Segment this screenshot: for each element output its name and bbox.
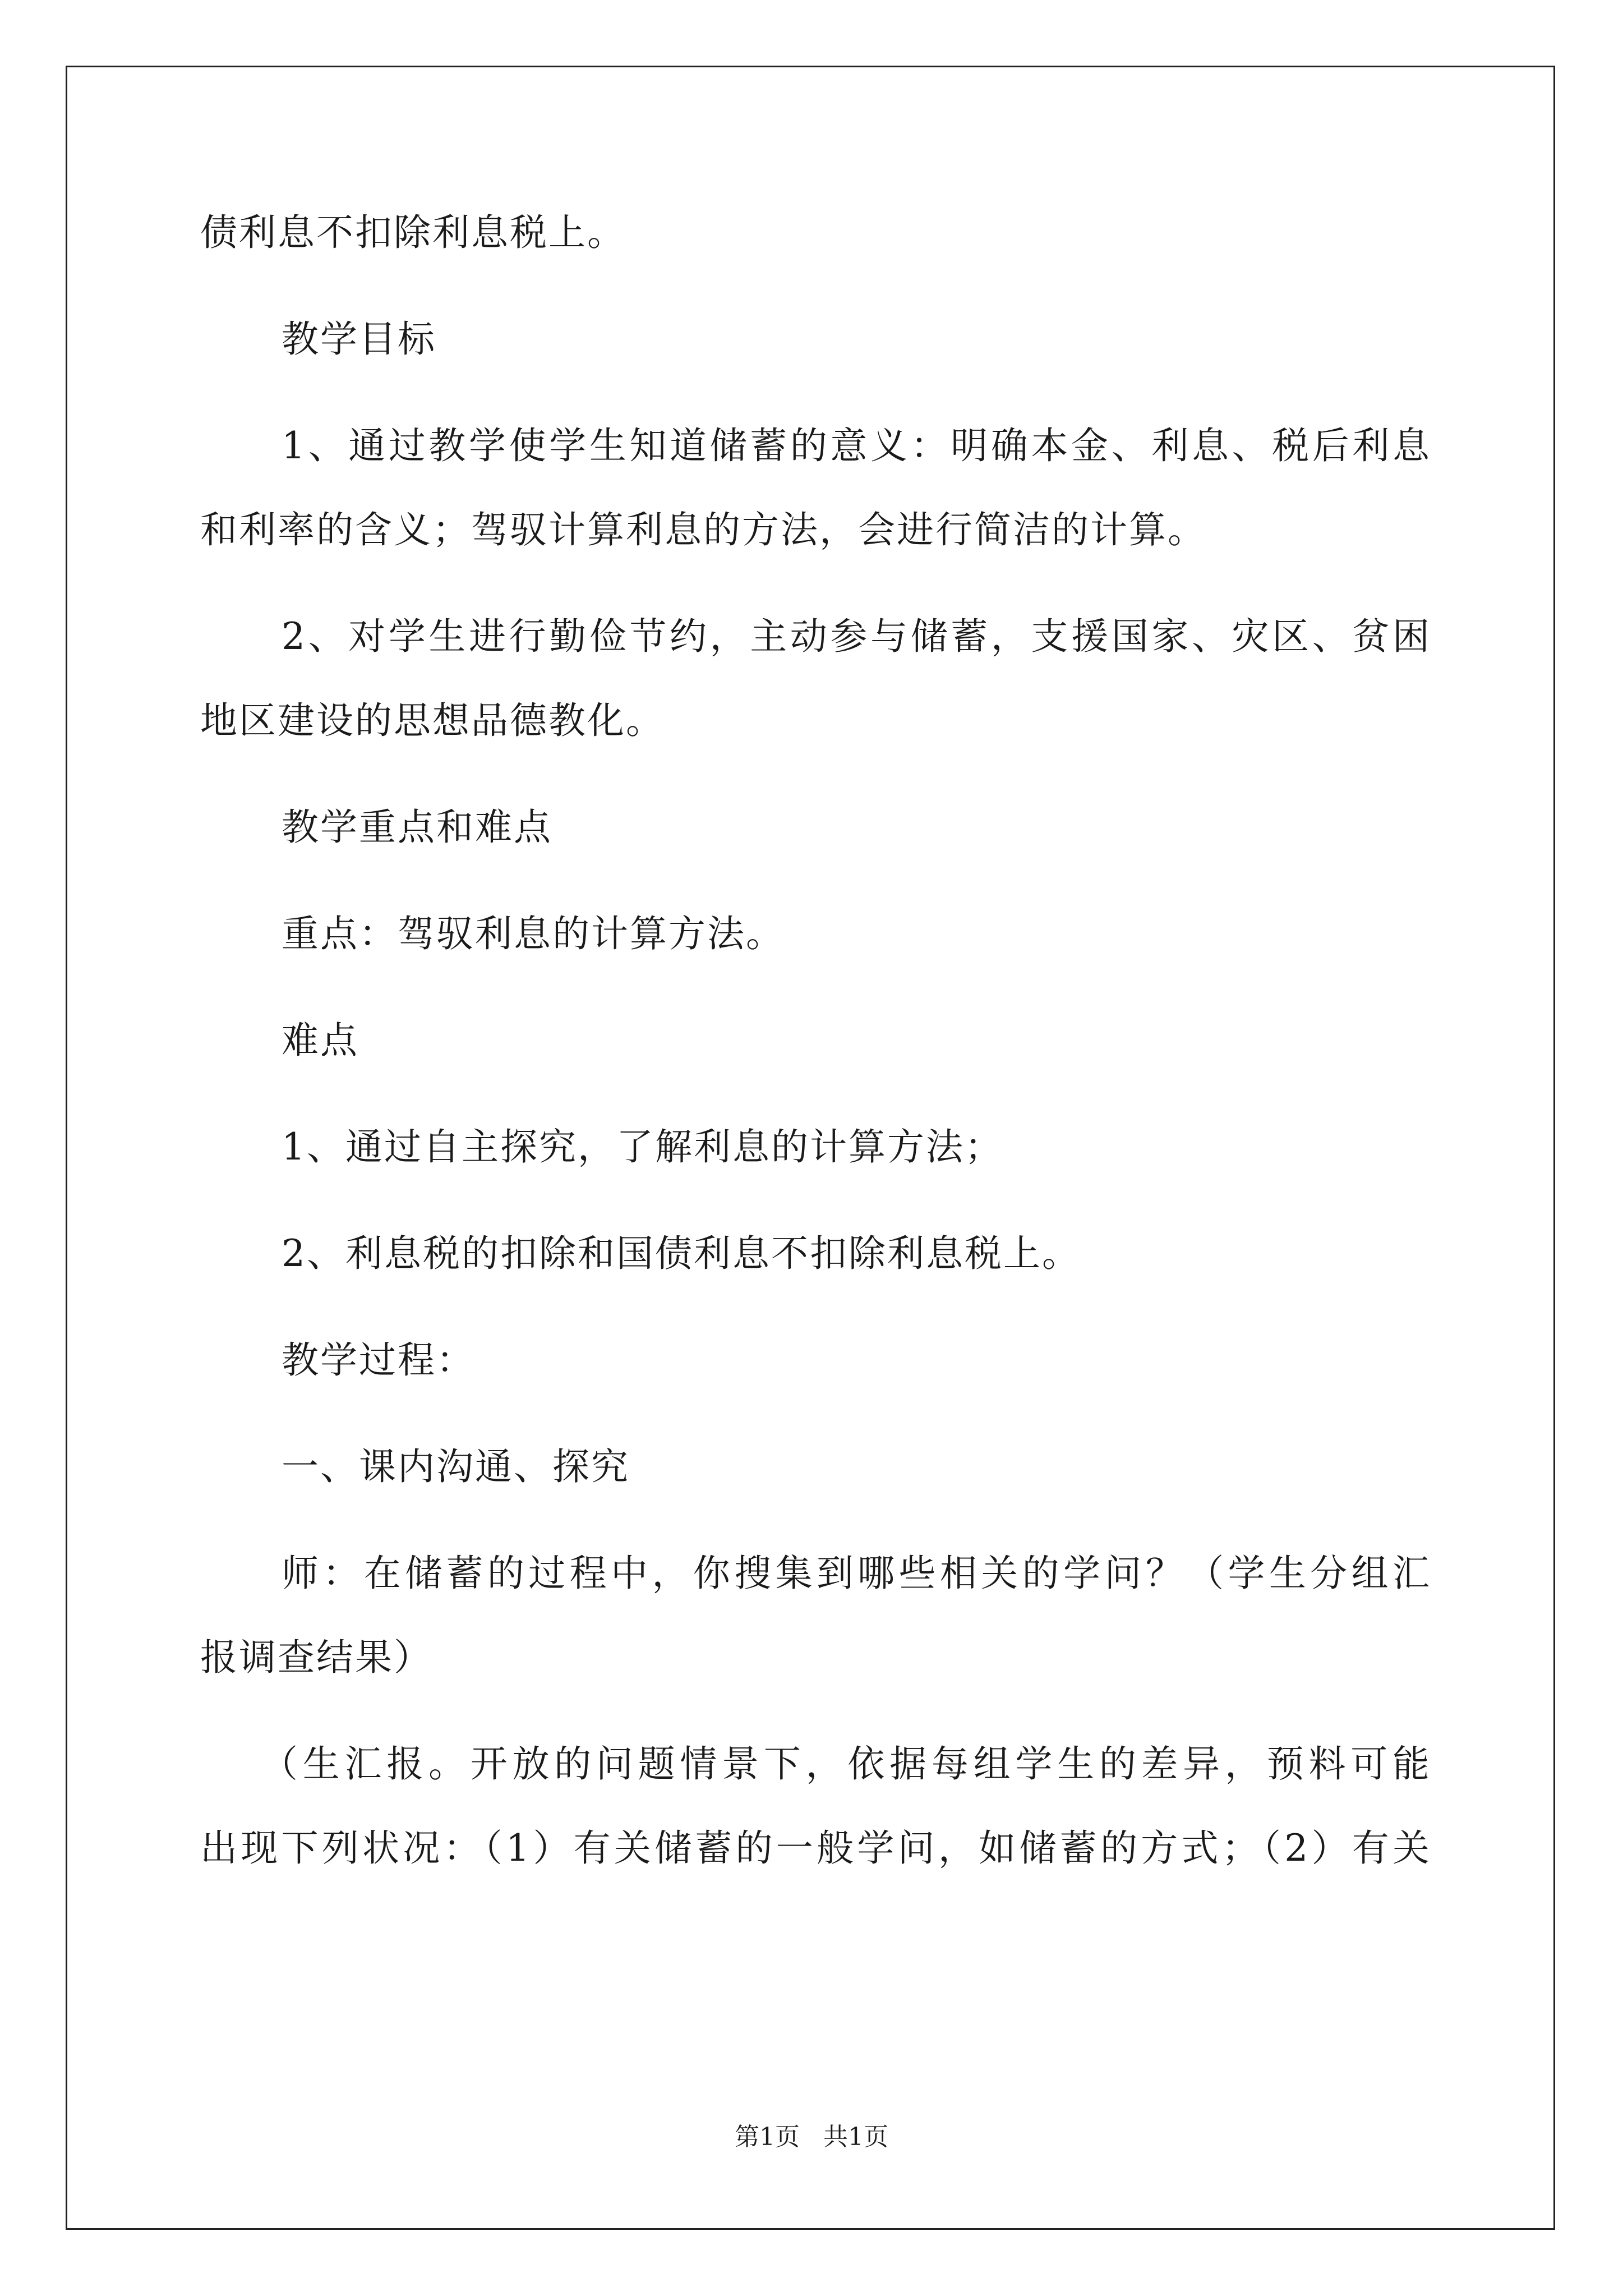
text-line: 地区建设的思想品德教化。: [200, 699, 665, 742]
text-line: 1、通过自主探究，了解利息的计算方法；: [282, 1125, 1003, 1168]
text-line: 债利息不扣除利息税上。: [200, 211, 626, 254]
text-line: 重点：驾驭利息的计算方法。: [282, 912, 785, 955]
section-heading: 一、课内沟通、探究: [282, 1445, 630, 1488]
text-line: 2、利息税的扣除和国债利息不扣除利息税上。: [282, 1232, 1081, 1275]
text-line: 和利率的含义；驾驭计算利息的方法，会进行简洁的计算。: [200, 508, 1206, 551]
section-heading: 教学过程：: [282, 1338, 475, 1382]
section-heading: 教学目标: [282, 318, 436, 361]
text-line: 2、对学生进行勤俭节约，主动参与储蓄，支援国家、灾区、贫困: [282, 615, 1430, 658]
section-heading: 教学重点和难点: [282, 806, 552, 849]
text-line: 报调查结果）: [200, 1636, 432, 1679]
section-heading: 难点: [282, 1019, 359, 1062]
text-line: （生汇报。开放的问题情景下，依据每组学生的差异，预料可能: [261, 1742, 1430, 1786]
text-line: 师：在储蓄的过程中，你搜集到哪些相关的学问？（学生分组汇: [282, 1552, 1430, 1595]
page-number-footer: 第1页 共1页: [735, 2123, 888, 2151]
text-line: 1、通过教学使学生知道储蓄的意义：明确本金、利息、税后利息: [282, 424, 1430, 467]
text-line: 出现下列状况：（1）有关储蓄的一般学问，如储蓄的方式；（2）有关: [200, 1826, 1430, 1870]
